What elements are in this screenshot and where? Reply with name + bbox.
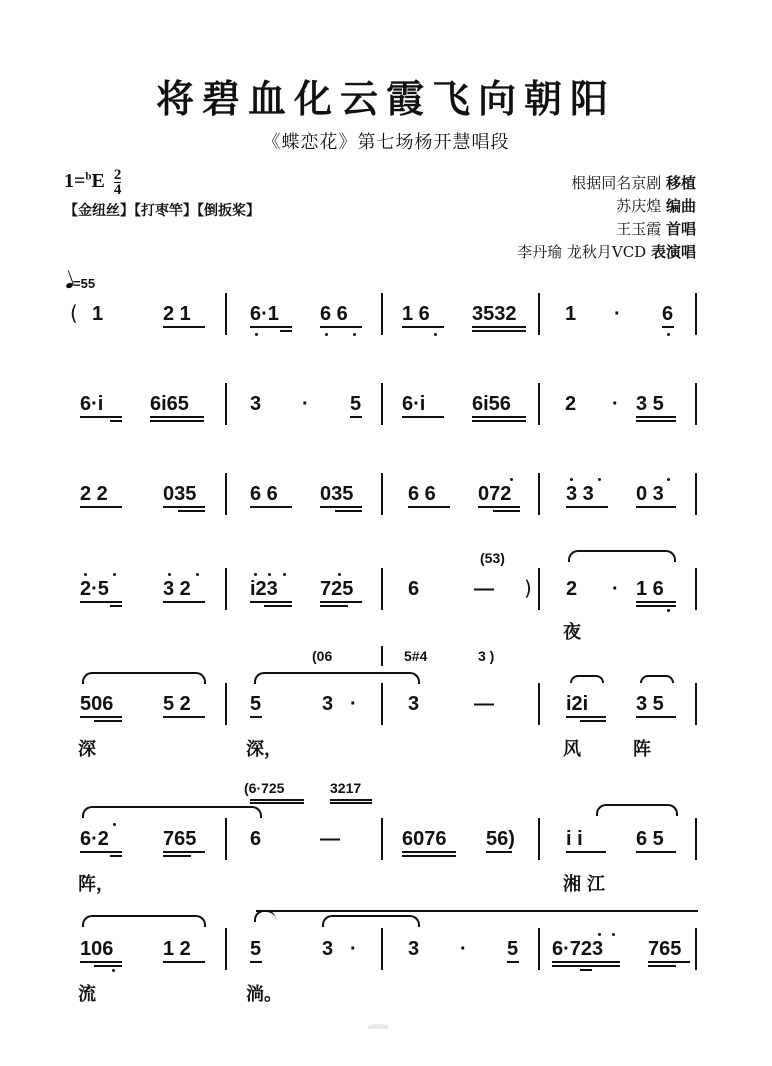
underline: [80, 506, 122, 508]
underline: [636, 716, 676, 718]
underline: [486, 851, 512, 853]
note: 0 3: [636, 483, 664, 505]
barline: [538, 293, 540, 335]
barline: [225, 818, 227, 860]
underline: [163, 601, 205, 603]
note: 3532: [472, 303, 517, 325]
interlude-notes: (06: [312, 648, 333, 664]
note: 2·5: [80, 578, 109, 600]
underline: [636, 420, 676, 422]
note: 5: [250, 693, 262, 715]
underline: [350, 416, 362, 418]
slur: [254, 672, 420, 684]
underline: [163, 855, 191, 857]
note: 6 6: [320, 303, 348, 325]
dot-extension: ·: [460, 938, 467, 960]
banzi-labels: 【金纽丝】【打枣竿】【倒扳桨】: [64, 203, 260, 219]
note: 5 2: [163, 693, 191, 715]
high-octave-dot: [168, 573, 171, 576]
underline: [110, 855, 122, 857]
credit-line: [517, 172, 696, 195]
low-octave-dot: [353, 333, 356, 336]
underline: [250, 601, 292, 603]
barline: [538, 568, 540, 610]
key-note: E: [91, 170, 105, 193]
high-octave-dot: [113, 573, 116, 576]
underline: [110, 420, 122, 422]
note: 6i65: [150, 393, 189, 415]
slur: [596, 804, 678, 816]
grace-notes: (53): [480, 550, 505, 566]
low-octave-dot: [325, 333, 328, 336]
underline: [402, 851, 456, 853]
underline: [80, 601, 122, 603]
note: 6·2: [80, 828, 109, 850]
tie: [322, 915, 420, 927]
underline: [478, 506, 520, 508]
underline: [264, 605, 292, 607]
barline: [381, 818, 383, 860]
high-octave-dot: [254, 573, 257, 576]
barline: [381, 473, 383, 515]
underline: [320, 326, 362, 328]
lyric: 夜: [563, 622, 581, 643]
underline: [566, 716, 606, 718]
note: 3 5: [636, 393, 664, 415]
high-octave-dot: [570, 478, 573, 481]
credit-name: 王玉霞: [616, 220, 662, 238]
credit-line: [517, 195, 696, 218]
high-octave-dot: [667, 478, 670, 481]
underline: [80, 416, 122, 418]
underline: [552, 961, 620, 963]
close-paren: ): [524, 576, 532, 600]
note: 3: [322, 938, 334, 960]
note: 2: [565, 393, 577, 415]
credit-line: [517, 241, 696, 264]
underline: [566, 506, 608, 508]
underline: [320, 506, 362, 508]
high-octave-dot: [598, 478, 601, 481]
underline: [320, 605, 348, 607]
note: 072: [478, 483, 512, 505]
note: 1: [92, 303, 104, 325]
dot-extension: ·: [612, 578, 619, 600]
high-octave-dot: [598, 933, 601, 936]
slur: [82, 915, 206, 927]
barline: [695, 818, 697, 860]
barline: [381, 383, 383, 425]
underline: [636, 601, 676, 603]
underline: [662, 326, 674, 328]
credit-name: 根据同名京剧: [571, 174, 662, 192]
note: 2 1: [163, 303, 191, 325]
dot-extension: ·: [350, 938, 357, 960]
lyric: 流: [78, 984, 96, 1005]
barline: [538, 818, 540, 860]
barline: [538, 928, 540, 970]
note: 6·i: [80, 393, 104, 415]
underline: [163, 851, 205, 853]
slur: [82, 672, 206, 684]
lyric: 深，: [246, 739, 282, 760]
credit-role: 编曲: [665, 197, 696, 215]
underline: [402, 326, 444, 328]
note: 1: [565, 303, 577, 325]
dash-extension: —: [320, 828, 340, 850]
barline: [695, 568, 697, 610]
lyric: 深: [78, 739, 96, 760]
underline: [636, 605, 676, 607]
underline: [94, 720, 122, 722]
long-slur: [256, 910, 698, 912]
slur: [568, 550, 676, 562]
note: 1 6: [402, 303, 430, 325]
time-signature: [114, 168, 122, 197]
barline: [381, 568, 383, 610]
note: 6: [408, 578, 420, 600]
key-signature: [64, 168, 121, 197]
dot-extension: ·: [302, 393, 309, 415]
underline: [472, 420, 526, 422]
note: 3 2: [163, 578, 191, 600]
note: 2: [566, 578, 578, 600]
note: i2i: [566, 693, 589, 715]
interlude-notes: 5#4: [404, 648, 428, 664]
open-paren: (: [70, 301, 78, 325]
high-octave-dot: [283, 573, 286, 576]
underline: [250, 326, 292, 328]
underline: [408, 506, 450, 508]
credit-role: 表演唱: [650, 243, 696, 261]
underline: [94, 965, 122, 967]
note: 6·723: [552, 938, 604, 960]
song-subtitle: 《蝶恋花》第七场杨开慧唱段: [262, 132, 510, 153]
underline: [150, 416, 204, 418]
underline: [163, 326, 205, 328]
barline: [381, 928, 383, 970]
barline: [695, 293, 697, 335]
barline: [538, 473, 540, 515]
barline: [225, 293, 227, 335]
dash-extension: —: [474, 693, 494, 715]
note: 1 6: [636, 578, 664, 600]
barline: [695, 928, 697, 970]
note: 5: [507, 938, 519, 960]
note: 6 5: [636, 828, 664, 850]
note: 506: [80, 693, 114, 715]
underline: [648, 965, 676, 967]
slur: [82, 806, 262, 818]
note: 3: [408, 938, 420, 960]
barline: [695, 683, 697, 725]
note: 3 3: [566, 483, 594, 505]
high-octave-dot: [510, 478, 513, 481]
underline: [472, 416, 526, 418]
underline: [150, 420, 204, 422]
lyric: 阵: [633, 739, 651, 760]
underline: [636, 416, 676, 418]
long-slur-start: [254, 910, 276, 922]
low-octave-dot: [434, 333, 437, 336]
dot-extension: ·: [614, 303, 621, 325]
tempo-value: =55: [73, 276, 96, 291]
barline: [381, 293, 383, 335]
underline: [320, 601, 362, 603]
underline: [250, 716, 262, 718]
credits-block: [517, 172, 696, 264]
note: 765: [163, 828, 197, 850]
underline: [80, 851, 122, 853]
lyric: 风: [563, 739, 581, 760]
low-octave-dot: [667, 333, 670, 336]
underline: [335, 510, 362, 512]
dot-extension: ·: [350, 693, 357, 715]
interlude-notes: (6·725: [244, 780, 285, 796]
underline: [163, 506, 205, 508]
watermark-mark: [368, 1024, 388, 1029]
note: 3: [408, 693, 420, 715]
note: 3: [322, 693, 334, 715]
barline: [695, 473, 697, 515]
note: 5: [350, 393, 362, 415]
flat-sign: b: [85, 170, 92, 183]
underline: [330, 799, 372, 801]
note: i i: [566, 828, 583, 850]
credit-line: [517, 218, 696, 241]
high-octave-dot: [84, 573, 87, 576]
barline: [538, 683, 540, 725]
underline: [648, 961, 690, 963]
underline: [402, 855, 456, 857]
barline: [381, 646, 383, 666]
note: 6·i: [402, 393, 426, 415]
underline: [250, 802, 304, 804]
underline: [636, 506, 676, 508]
barline: [538, 383, 540, 425]
key-prefix: 1=: [64, 170, 86, 193]
high-octave-dot: [113, 823, 116, 826]
underline: [507, 961, 519, 963]
barline: [695, 383, 697, 425]
note: 6: [250, 828, 262, 850]
underline: [80, 961, 122, 963]
barline: [381, 683, 383, 725]
note: 106: [80, 938, 114, 960]
barline: [225, 383, 227, 425]
time-sig-denominator: 4: [113, 182, 122, 198]
high-octave-dot: [268, 573, 271, 576]
note: 725: [320, 578, 354, 600]
lyric: 淌。: [246, 984, 282, 1005]
dash-extension: —: [474, 578, 494, 600]
note: 2 2: [80, 483, 108, 505]
underline: [250, 961, 262, 963]
barline: [225, 473, 227, 515]
note: 5: [250, 938, 262, 960]
note: 6i56: [472, 393, 511, 415]
note: 6·1: [250, 303, 279, 325]
underline: [402, 416, 444, 418]
underline: [580, 969, 592, 971]
underline: [566, 851, 606, 853]
underline: [163, 961, 205, 963]
song-title: 将碧血化云霞飞向朝阳: [155, 76, 616, 121]
tie: [570, 675, 604, 683]
low-octave-dot: [112, 969, 115, 972]
note: 6: [662, 303, 674, 325]
lyric: 阵，: [78, 874, 114, 895]
note: 035: [163, 483, 197, 505]
barline: [225, 683, 227, 725]
underline: [580, 720, 606, 722]
barline: [225, 928, 227, 970]
low-octave-dot: [255, 333, 258, 336]
barline: [225, 568, 227, 610]
underline: [250, 506, 292, 508]
underline: [472, 326, 526, 328]
credit-role: 首唱: [665, 220, 696, 238]
lyric: 湘江: [563, 874, 611, 895]
interlude-notes: 3217: [330, 780, 362, 796]
note: 035: [320, 483, 354, 505]
note: 1 2: [163, 938, 191, 960]
high-octave-dot: [196, 573, 199, 576]
underline: [330, 802, 372, 804]
note: 6 6: [408, 483, 436, 505]
high-octave-dot: [612, 933, 615, 936]
note: 3: [250, 393, 262, 415]
note: i23: [250, 578, 278, 600]
underline: [178, 510, 205, 512]
underline: [163, 716, 205, 718]
underline: [80, 716, 122, 718]
underline: [472, 330, 526, 332]
dot-extension: ·: [612, 393, 619, 415]
underline: [552, 965, 620, 967]
note: 6076: [402, 828, 447, 850]
time-sig-numerator: 2: [113, 167, 122, 183]
tempo-marking: [66, 276, 95, 291]
underline: [280, 330, 292, 332]
underline: [110, 605, 122, 607]
note: 56): [486, 828, 515, 850]
interlude-notes: 3 ): [478, 648, 495, 664]
underline: [250, 799, 304, 801]
note: 6 6: [250, 483, 278, 505]
high-octave-dot: [338, 573, 341, 576]
low-octave-dot: [667, 609, 670, 612]
note: 765: [648, 938, 682, 960]
tie: [640, 675, 674, 683]
credit-name: 苏庆煌: [616, 197, 662, 215]
credit-role: 移植: [665, 174, 696, 192]
underline: [636, 851, 676, 853]
note: 3 5: [636, 693, 664, 715]
underline: [493, 510, 520, 512]
credit-name: 李丹瑜 龙秋月VCD: [517, 243, 647, 261]
